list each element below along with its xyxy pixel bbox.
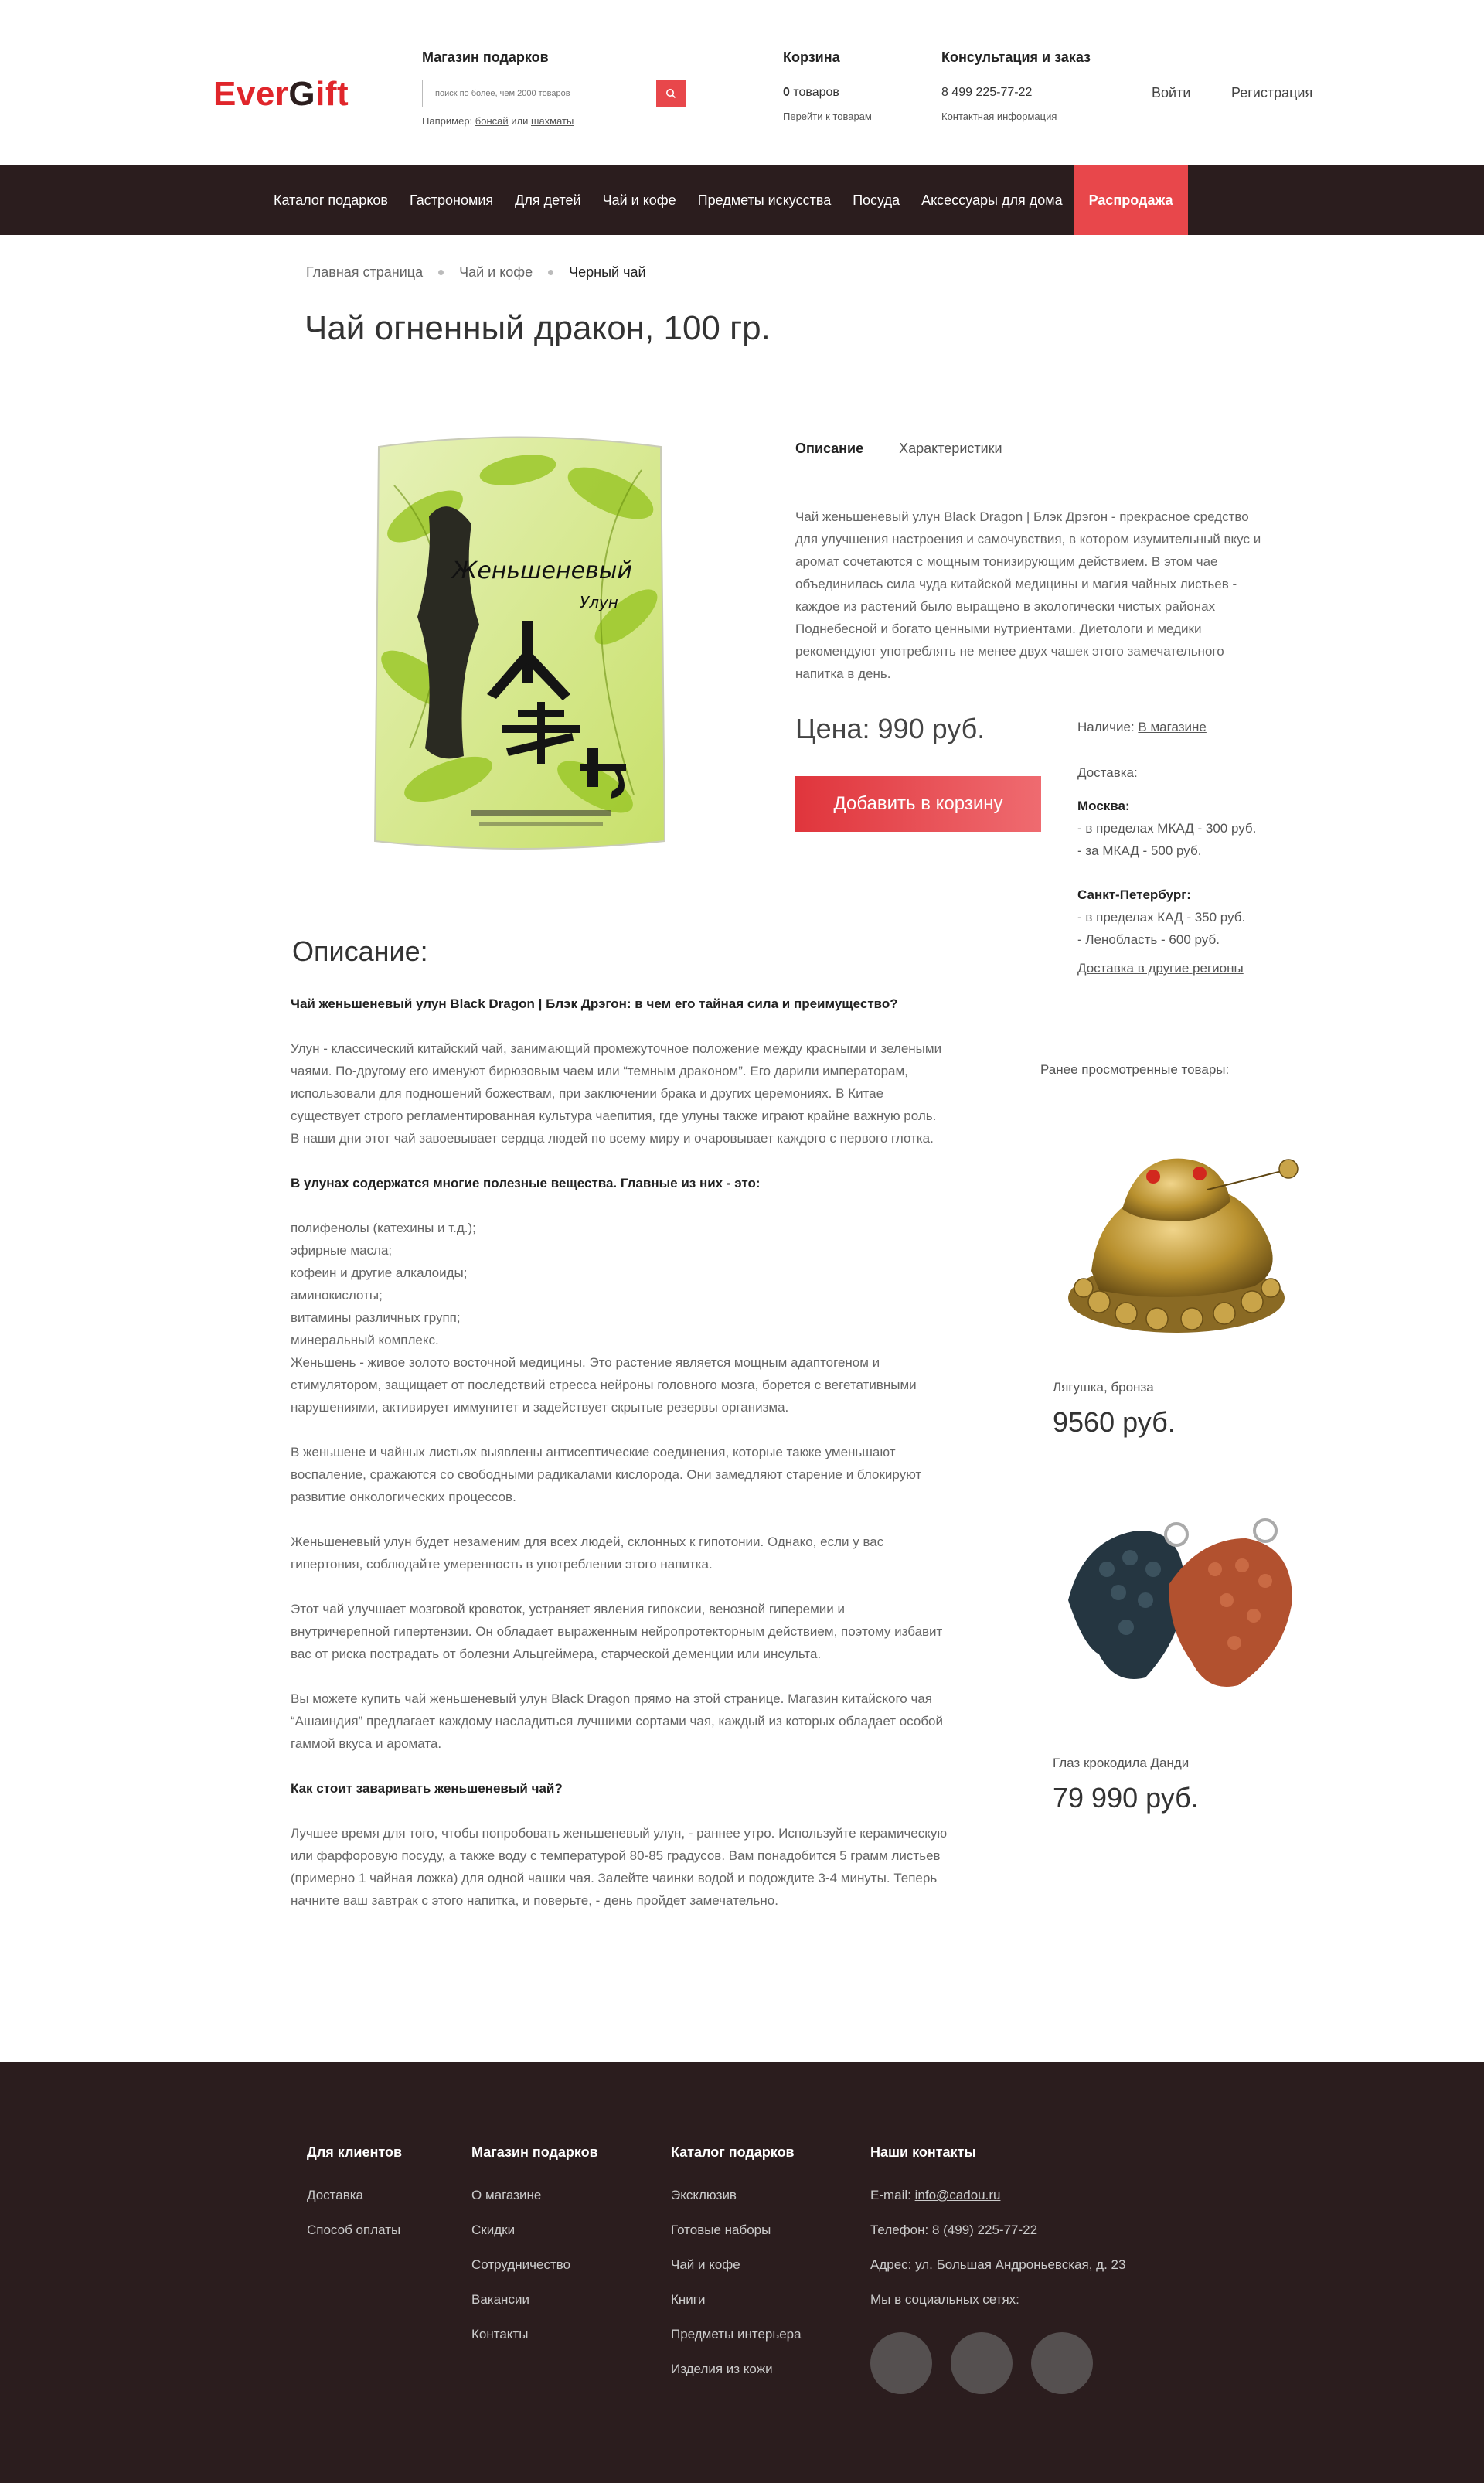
- footer-link-vacancies[interactable]: Вакансии: [471, 2292, 529, 2307]
- spacer: [1077, 862, 1256, 884]
- footer-col-contacts: [870, 2144, 1125, 2394]
- description-heading-3: Как стоит заваривать женьшеневый чай?: [291, 1781, 563, 1796]
- breadcrumb: [306, 264, 646, 281]
- footer-address: Адрес: ул. Большая Андроньевская, д. 23: [870, 2257, 1126, 2272]
- footer-link-tea-coffee[interactable]: Чай и кофе: [671, 2257, 740, 2272]
- footer-link-interior[interactable]: Предметы интерьера: [671, 2327, 802, 2342]
- nutrients-list: [291, 1217, 948, 1351]
- delivery-info: [1077, 716, 1256, 979]
- availability: [1077, 716, 1256, 738]
- register-link[interactable]: Регистрация: [1231, 85, 1313, 100]
- footer-email-link[interactable]: info@cadou.ru: [914, 2188, 1001, 2202]
- footer-link-exclusive[interactable]: Эксклюзив: [671, 2188, 737, 2202]
- nav-item-sale[interactable]: Распродажа: [1074, 165, 1189, 235]
- add-to-cart-button[interactable]: Добавить в корзину: [795, 776, 1041, 832]
- footer-link-sets[interactable]: Готовые наборы: [671, 2222, 771, 2237]
- search-input[interactable]: [422, 80, 656, 107]
- footer-link-leather[interactable]: Изделия из кожи: [671, 2362, 773, 2376]
- login-link[interactable]: Войти: [1152, 85, 1191, 100]
- breadcrumb-home[interactable]: Главная страница: [306, 264, 424, 280]
- nav-item-kids[interactable]: Для детей: [515, 192, 581, 208]
- short-description: Чай женьшеневый улун Black Dragon | Блэк Дрэгон - прекрасное средство для улучшения настроения и самочувствия, в котором изумительный вкус и аромат сочетаются с мощным тонизирующим действием. В этом чае объединилась сила чуда китайской медицины и магия чайных листьев - каждое из растений было выращено в экологически чистых районах Поднебесной и богато ценными нутриентами. Диетологи и медики рекомендуют употреблять не менее двух чашек этого замечательного напитка в день.: [795, 509, 1261, 681]
- contact-info-link[interactable]: Контактная информация: [941, 111, 1057, 122]
- description-paragraph: Этот чай улучшает мозговой кровоток, устраняет явления гипоксии, венозной гиперемии и внутричерепной гипертензии. Он обладает выраженным нейропротекторным действием, поэтому избавит вас от риска пострадать от болезни Альцгеймера, старческой деменции или инсульта.: [291, 1602, 943, 1661]
- footer-col-shop: [471, 2144, 598, 2352]
- footer-link-cooperation[interactable]: Сотрудничество: [471, 2257, 571, 2272]
- footer-col-title: Каталог подарков: [671, 2144, 795, 2160]
- footer-col-title: Магазин подарков: [471, 2144, 598, 2160]
- hint-prefix: Например:: [422, 115, 473, 127]
- list-item: аминокислоты;: [291, 1288, 383, 1303]
- tab-description[interactable]: Описание: [795, 441, 864, 456]
- availability-label: Наличие:: [1077, 720, 1135, 734]
- description-paragraph: Лучшее время для того, чтобы попробовать женьшеневый улун, - раннее утро. Используйте керамическую или фарфоровую посуду, а также воду с температурой 80-85 градусов. Вам понадобится 5 грамм листьев (примерно 1 чайная ложка) для одной чашки чая. Залейте чаинки водой и подождите 3-4 минуты. Теперь начните ваш завтрак с этого напитка, и поверьте, - день пройдет замечательно.: [291, 1826, 948, 1908]
- tab-specs[interactable]: Характеристики: [899, 441, 1002, 456]
- moscow-title: Москва:: [1077, 799, 1130, 813]
- hint-link-bonsai[interactable]: бонсай: [475, 115, 509, 127]
- nav-item-tea-coffee[interactable]: Чай и кофе: [602, 192, 676, 208]
- site-header: [0, 0, 1484, 165]
- search-block: [422, 49, 686, 127]
- moscow-outside: - за МКАД - 500 руб.: [1077, 843, 1202, 858]
- list-item: кофеин и другие алкалоиды;: [291, 1265, 468, 1280]
- breadcrumb-dot: [548, 270, 553, 275]
- description-heading-2: В улунах содержатся многие полезные вещества. Главные из них - это:: [291, 1176, 761, 1190]
- delivery-other-regions-link[interactable]: Доставка в другие регионы: [1077, 961, 1244, 976]
- description-heading-1: Чай женьшеневый улун Black Dragon | Блэк Дрэгон: в чем его тайная сила и преимущество?: [291, 996, 898, 1011]
- list-item: эфирные масла;: [291, 1243, 393, 1258]
- description-body: [291, 993, 948, 1934]
- footer-col-clients: [307, 2144, 402, 2247]
- search-icon: [665, 88, 676, 99]
- description-paragraph: В женьшене и чайных листьях выявлены антисептические соединения, которые также уменьшают воспаление, сражаются со свободными радикалами кислорода. Они замедляют старение и блокируют развитие онкологических процессов.: [291, 1445, 922, 1504]
- nav-item-art[interactable]: Предметы искусства: [697, 192, 832, 208]
- recent-item[interactable]: [1053, 1492, 1300, 1814]
- spacer: [1077, 738, 1256, 761]
- package-label-ru: Женьшеневый: [452, 557, 632, 584]
- search-row: [422, 80, 686, 107]
- search-button[interactable]: [656, 80, 686, 107]
- breadcrumb-category[interactable]: Чай и кофе: [459, 264, 533, 280]
- main-content: [0, 235, 1484, 2062]
- footer-link-contacts[interactable]: Контакты: [471, 2327, 529, 2342]
- spb-inside: - в пределах КАД - 350 руб.: [1077, 910, 1246, 925]
- list-item: полифенолы (катехины и т.д.);: [291, 1221, 476, 1235]
- logo-text-ever: Ever: [213, 75, 289, 113]
- footer-col-title: Наши контакты: [870, 2144, 976, 2160]
- recent-item-name[interactable]: Лягушка, бронза: [1053, 1380, 1154, 1395]
- cart-count: [783, 86, 872, 100]
- footer-link-discounts[interactable]: Скидки: [471, 2222, 516, 2237]
- cart-title: Корзина: [783, 49, 840, 65]
- nav-items: [263, 165, 1188, 235]
- list-item: минеральный комплекс.: [291, 1333, 439, 1347]
- recent-item-name[interactable]: Глаз крокодила Данди: [1053, 1756, 1190, 1770]
- main-nav: [0, 165, 1484, 235]
- footer-link-books[interactable]: Книги: [671, 2292, 706, 2307]
- footer-col-title: Для клиентов: [307, 2144, 403, 2160]
- description-paragraph: Вы можете купить чай женьшеневый улун Black Dragon прямо на этой странице. Магазин китайского чая “Ашаиндия” предлагает каждому насладиться лучшими сортами чая, каждый из которых обладает особой гаммой вкуса и аромата.: [291, 1691, 944, 1751]
- availability-value[interactable]: В магазине: [1138, 720, 1207, 734]
- email-label: E-mail:: [870, 2188, 911, 2202]
- package-label-ulun: Улун: [580, 593, 618, 611]
- page-title: Чай огненный дракон, 100 гр.: [305, 309, 771, 347]
- header-phone[interactable]: 8 499 225-77-22: [941, 86, 1033, 99]
- spb-region: - Ленобласть - 600 руб.: [1077, 932, 1220, 947]
- footer-link-about[interactable]: О магазине: [471, 2188, 542, 2202]
- footer-link-payment[interactable]: Способ оплаты: [307, 2222, 401, 2237]
- consult-title: Консультация и заказ: [941, 49, 1091, 65]
- hint-mid: или: [511, 115, 529, 127]
- breadcrumb-current: Черный чай: [569, 264, 646, 280]
- footer-col-catalog: [671, 2144, 802, 2386]
- recent-item-image[interactable]: [1053, 1116, 1300, 1340]
- social-title: Мы в социальных сетях:: [870, 2292, 1019, 2307]
- footer-phone[interactable]: Телефон: 8 (499) 225-77-22: [870, 2222, 1038, 2237]
- cart-block: [783, 49, 872, 122]
- consult-block: [941, 49, 1091, 122]
- logo-text-ift: ift: [315, 75, 349, 113]
- description-title: Описание:: [292, 935, 428, 967]
- site-footer: [0, 2062, 1484, 2483]
- shop-title: Магазин подарков: [422, 49, 549, 65]
- spacer: [1077, 951, 1256, 957]
- logo[interactable]: [213, 77, 349, 111]
- recent-item-price: 79 990 руб.: [1053, 1782, 1199, 1814]
- breadcrumb-dot: [438, 270, 444, 275]
- description-paragraph: Улун - классический китайский чай, занимающий промежуточное положение между красными и зелеными чаями. По-другому его именуют бирюзовым чаем или “темным драконом”. Его дарили императорам, использовали для подношений божествам, при заключении брака и других церемониях. В Китае существует строго регламентированная культура чаепития, где улуны также играют крайне важную роль. В наши дни этот чай завоевывает сердца людей по всему миру и очаровывает каждого с первого глотка.: [291, 1041, 942, 1146]
- recent-title: Ранее просмотренные товары:: [1040, 1062, 1230, 1077]
- nav-item-gastronomy[interactable]: Гастрономия: [409, 192, 494, 208]
- cart-count-suffix: товаров: [793, 86, 839, 99]
- cart-link[interactable]: Перейти к товарам: [783, 111, 872, 122]
- nav-item-catalog[interactable]: Каталог подарков: [274, 192, 388, 208]
- hint-link-chess[interactable]: шахматы: [531, 115, 574, 127]
- recent-item-image[interactable]: [1053, 1492, 1300, 1716]
- list-item: витамины различных групп;: [291, 1310, 461, 1325]
- social-links: [870, 2332, 1125, 2394]
- spacer: [1077, 784, 1256, 795]
- cart-count-number: 0: [783, 86, 790, 99]
- product-price: Цена: 990 руб.: [795, 713, 985, 744]
- nav-item-dishes[interactable]: Посуда: [853, 192, 900, 208]
- product-tabs: [795, 441, 1002, 457]
- spb-title: Санкт-Петербург:: [1077, 887, 1191, 902]
- delivery-label: Доставка:: [1077, 765, 1138, 780]
- social-icon[interactable]: [1031, 2332, 1093, 2394]
- footer-link-delivery[interactable]: Доставка: [307, 2188, 364, 2202]
- logo-text-g: G: [288, 75, 316, 113]
- moscow-inside: - в пределах МКАД - 300 руб.: [1077, 821, 1257, 836]
- recent-item-price: 9560 руб.: [1053, 1406, 1176, 1438]
- social-icon[interactable]: [951, 2332, 1013, 2394]
- description-paragraph: Женьшень - живое золото восточной медицины. Это растение является мощным адаптогеном и стимулятором, защищает от последствий стресса нейроны головного мозга, борется с вегетативными нарушениями, активирует иммунитет и задействует скрытые резервы организма.: [291, 1355, 917, 1415]
- nav-item-home-accessories[interactable]: Аксессуары для дома: [921, 192, 1063, 208]
- product-image[interactable]: [363, 424, 672, 857]
- footer-email: [870, 2178, 1125, 2212]
- recent-item[interactable]: [1053, 1116, 1300, 1439]
- search-hint: [422, 115, 686, 127]
- social-icon[interactable]: [870, 2332, 932, 2394]
- description-paragraph: Женьшеневый улун будет незаменим для всех людей, склонных к гипотонии. Однако, если у вас гипертония, соблюдайте умеренность в употреблении этого напитка.: [291, 1534, 884, 1572]
